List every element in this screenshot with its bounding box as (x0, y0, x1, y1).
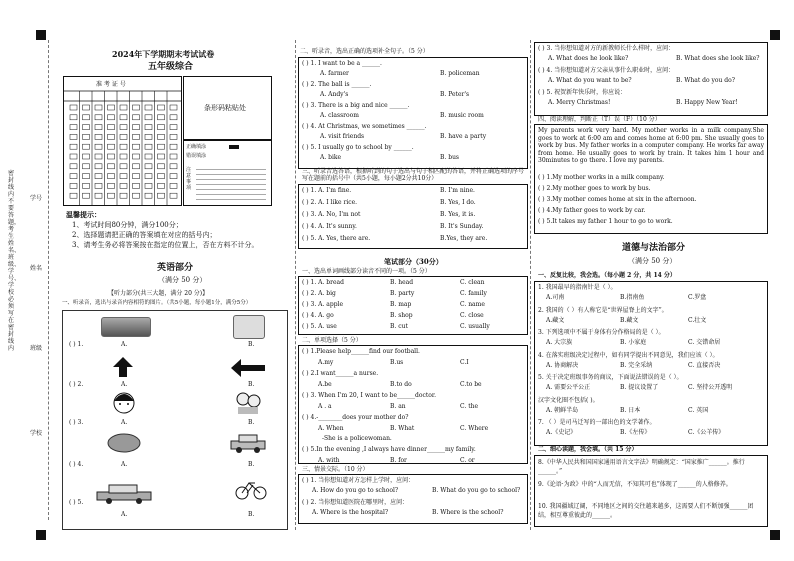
choice-option: C. Where (460, 425, 489, 432)
question-number: ( ) 5. (69, 499, 84, 506)
answer-bubble (170, 115, 177, 120)
choice-option: B.to do (390, 381, 412, 388)
option-b: B. (248, 511, 255, 518)
cassette-image (101, 317, 151, 337)
registration-mark (770, 530, 780, 540)
choice-option: B. 日本 (620, 406, 641, 414)
seal-line (48, 40, 49, 520)
answer-bubble (95, 164, 102, 169)
tips-heading: 温馨提示： (66, 210, 101, 219)
answer-bubble (83, 125, 90, 130)
notice-text-lines (196, 165, 266, 201)
option-a: A. farmer (320, 70, 349, 77)
question-text: ( ) 3. When I'm 20, I want to be______doctor. (302, 392, 436, 399)
choice-option: B.us (390, 359, 404, 366)
answer-bubble (108, 105, 115, 110)
option-b: B. I'm nine. (440, 187, 475, 194)
option-a: A. (121, 341, 128, 348)
fill-question: 8.《中华人民共和国国家通用语言文字法》明确规定：“国家推广______。推行______。” (538, 459, 745, 475)
choice-option: A.my (318, 359, 334, 366)
choice-option: C. or (460, 457, 475, 464)
answer-bubble (70, 115, 77, 120)
choice-option: A . a (318, 403, 332, 410)
choice-option: A.《史记》 (546, 429, 577, 436)
choice-option: B. 小家庭 (620, 339, 647, 346)
option-b: B. have a party (440, 133, 487, 140)
registration-mark (36, 30, 46, 40)
answer-bubble (83, 193, 90, 198)
question-text: ( ) 5. A. Yes, there are. (302, 235, 371, 242)
question-text: 5. 关于决定班级事务的商议，下面说法错误的是（ ）。 (538, 374, 683, 381)
question-text: ( ) 1. 当你想知道对方怎样上学时，应问： (302, 477, 415, 484)
answer-bubble (158, 164, 165, 169)
children-image (235, 391, 261, 415)
choice-option: C. 直接否决 (688, 361, 721, 369)
answer-bubble (108, 154, 115, 159)
fill-question: 10. 我国疆域辽阔，不同地区之间的交往越来越多，这需要人们不断加强______团结，相互尊重彼此的______。 (538, 503, 754, 519)
option-a: A. (121, 511, 128, 518)
answer-bubble (170, 134, 177, 139)
question-text: 1. 我国最早的指南针是（ ）。 (538, 284, 617, 291)
choice-option: A. 协商解决 (546, 361, 579, 369)
choice-option: A.be (318, 381, 332, 388)
answer-bubble (133, 183, 140, 188)
question-text: ( ) 5. I usually go to school by ______. (302, 144, 414, 151)
choice-option: B.藏文 (620, 316, 639, 324)
phonics-option: ( ) 5. A. use (302, 323, 337, 330)
listening-sec1: 一、听录音，选出与录音内容相符的图片。（共5小题，每小题1分，满分5分） (62, 300, 252, 306)
answer-bubble (95, 105, 102, 110)
answer-bubble (145, 144, 152, 149)
arrow-up-icon (113, 357, 133, 377)
option-a: A. Merry Christmas! (548, 99, 611, 106)
choice-option: C. 坚持公开透明 (688, 384, 733, 391)
answer-bubble (108, 115, 115, 120)
answer-bubble (70, 125, 77, 130)
option-b: B. policeman (440, 70, 480, 77)
answer-bubble (145, 193, 152, 198)
answer-bubble (133, 115, 140, 120)
secc-heading: 三、情景交际。（10 分） (302, 466, 369, 473)
answer-bubble (158, 174, 165, 179)
answer-bubble (108, 193, 115, 198)
option-b: B.Yes, they are. (440, 235, 488, 242)
computer-image (233, 315, 265, 339)
phonics-option: B. shop (390, 312, 413, 319)
fill-wrong-label: 错误填涂 (186, 153, 207, 159)
choice-option: C.《公羊传》 (688, 429, 725, 436)
answer-bubble (145, 115, 152, 120)
barcode-label: 条形码粘贴处 (204, 104, 246, 112)
tf-statement: ( ) 5.It takes my father 1 hour to go to work. (538, 218, 673, 225)
answer-bubble (95, 193, 102, 198)
question-text: 汉字文化圈不包括( )。 (538, 396, 599, 404)
answer-bubble (133, 164, 140, 169)
choice-option: A. 朝鲜半岛 (546, 406, 579, 414)
taxi-image (95, 483, 153, 505)
option-b: B. (248, 461, 255, 468)
fill-correct-label: 正确填涂 (186, 144, 207, 150)
secd-heading: 四、阅读理解，判断正（T）误（F）（10 分） (538, 116, 661, 123)
barcode-area (183, 76, 272, 140)
question-text: 4. 在落实班级决定过程中，如有同学提出不同意见，我们应该（ ）。 (538, 351, 719, 359)
side-note: 密封线内不要答题，考生姓名、班级、学号、学校必须写在密封线内 (8, 170, 21, 352)
english-score: （满分 50 分） (158, 276, 207, 284)
option-b: B. (248, 341, 255, 348)
option-b: B. (248, 419, 255, 426)
choice-option: A.司南 (546, 294, 565, 301)
tf-statement: ( ) 1.My mother works in a milk company. (538, 174, 665, 181)
arrow-left-icon (231, 359, 265, 377)
ticket-label: 准 考 证 号 (96, 81, 126, 88)
question-text: ( ) 4. A. It's sunny. (302, 223, 357, 230)
listening-heading: 【听力部分(共三大题，满分 20 分)】 (108, 290, 209, 297)
phonics-option: C. family (460, 290, 487, 297)
answer-bubble (120, 125, 127, 130)
morality-sec1: 一、反复比较，我会选。（每小题 2 分，共 14 分） (538, 272, 676, 279)
side-label-id: 学号 (30, 195, 43, 202)
answer-bubble (158, 115, 165, 120)
answer-bubble (120, 154, 127, 159)
answer-bubble (145, 183, 152, 188)
answer-bubble (83, 144, 90, 149)
answer-bubble (83, 105, 90, 110)
answer-bubble (170, 164, 177, 169)
answer-bubble (158, 193, 165, 198)
question-text: ( ) 4.-________does your mother do? (302, 414, 409, 421)
answer-bubble (95, 125, 102, 130)
answer-bubble (70, 193, 77, 198)
answer-bubble (145, 125, 152, 130)
option-a: A. What do you want to be? (548, 77, 632, 84)
option-a: A. How do you go to school? (312, 487, 399, 494)
answer-bubble (158, 125, 165, 130)
answer-bubble (95, 174, 102, 179)
answer-bubble (83, 174, 90, 179)
answer-bubble (70, 144, 77, 149)
phonics-option: ( ) 4. A. go (302, 312, 334, 319)
answer-bubble (158, 144, 165, 149)
answer-bubble (145, 174, 152, 179)
choice-option: C.I (460, 359, 469, 366)
choice-option: A. with (318, 457, 340, 464)
answer-bubble (133, 154, 140, 159)
option-b: B. Where is the school? (432, 509, 504, 516)
answer-bubble (108, 164, 115, 169)
choice-option: C. the (460, 403, 479, 410)
answer-bubble (145, 105, 152, 110)
tf-statement: ( ) 3.My mother comes home at six in the afternoon. (538, 196, 697, 203)
answer-bubble (108, 174, 115, 179)
question-number: ( ) 4. (69, 461, 84, 468)
question-number: ( ) 2. (69, 381, 84, 388)
question-text: ( ) 3. 当你想知道对方的新教师长什么样时，应问： (538, 45, 675, 52)
bicycle-image (235, 477, 267, 501)
choice-option: C. 英国 (688, 406, 709, 414)
choice-option: A. 大宗族 (546, 339, 573, 346)
option-b: B. Peter's (440, 91, 470, 98)
answer-bubble (170, 144, 177, 149)
answer-bubble (70, 183, 77, 188)
question-text: ( ) 4. 当你想知道对方父亲从事什么职业时，应问： (538, 67, 675, 74)
question-text: ( ) 3. There is a big and nice ______. (302, 102, 410, 109)
answer-bubble (83, 164, 90, 169)
side-label-class: 班级 (30, 345, 43, 352)
answer-bubble (83, 183, 90, 188)
answer-bubble (170, 174, 177, 179)
question-number: ( ) 3. (69, 419, 84, 426)
choice-option: C. 交错命居 (688, 339, 721, 346)
answer-bubble (120, 193, 127, 198)
phonics-option: C. usually (460, 323, 490, 330)
option-b: B. (248, 381, 255, 388)
answer-bubble (95, 144, 102, 149)
answer-bubble (70, 164, 77, 169)
option-a: A. classroom (320, 112, 359, 119)
answer-bubble (83, 154, 90, 159)
answer-bubble (70, 174, 77, 179)
phonics-option: ( ) 2. A. big (302, 290, 336, 297)
answer-bubble (95, 183, 102, 188)
choice-option: B. 完全采纳 (620, 361, 653, 369)
answer-bubble (70, 134, 77, 139)
answer-bubble (108, 125, 115, 130)
question-text: ( ) 5. 祝贺新年快乐时，你应说： (538, 89, 627, 96)
registration-mark (770, 30, 780, 40)
ball-image (107, 433, 141, 453)
question-text: ( ) 1. A. I'm fine. (302, 187, 352, 194)
answer-bubble (70, 154, 77, 159)
choice-option: A. When (318, 425, 344, 432)
seca-heading: 一、选出单词画线部分读音不同的一项。（5 分） (302, 268, 431, 275)
child-face-image (113, 391, 135, 415)
choice-option: B. What (390, 425, 415, 432)
answer-bubble (170, 193, 177, 198)
phonics-option: C. name (460, 301, 485, 308)
answer-bubble (133, 105, 140, 110)
phonics-option: B. map (390, 301, 412, 308)
answer-bubble (70, 105, 77, 110)
morality-heading: 道德与法治部分 (622, 243, 686, 253)
question-text: ( ) 4. At Christmas, we sometimes ______. (302, 123, 427, 130)
answer-bubble (120, 164, 127, 169)
tip-item: 3、请考生务必将答案按在指定的位置上，否在方料不计分。 (72, 241, 259, 249)
question-text: 2. 我国的（ ）有人称它是“世界屋脊上的文字”。 (538, 306, 668, 314)
choice-option: B. an (390, 403, 406, 410)
answer-bubble (120, 174, 127, 179)
sec3-heading: 三、听录音选答语，根据听到的句子选出与句子相匹配的答语，并将正确选项的序号写在题前的括号中（共5小题，每小题2分共10分） (302, 168, 525, 182)
option-b: B. bus (440, 154, 460, 161)
question-text: ( ) 2. 当你想知道医院在哪里时，应问： (302, 499, 409, 506)
tf-statement: ( ) 4.My father goes to work by car. (538, 207, 646, 214)
answer-bubble (83, 134, 90, 139)
option-b: B. Yes, it is. (440, 211, 476, 218)
exam-subtitle: 五年级综合 (148, 62, 194, 72)
phonics-option: ( ) 3. A. apple (302, 301, 344, 308)
notice-box (183, 140, 272, 206)
answer-bubble (120, 144, 127, 149)
morality-sec2: 二、细心读题，我会填。（共 15 分） (538, 446, 638, 453)
phonics-option: B. cut (390, 323, 408, 330)
answer-bubble (170, 183, 177, 188)
answer-bubble (170, 125, 177, 130)
answer-bubble (133, 144, 140, 149)
option-a: A. What does he look like? (548, 55, 629, 62)
question-text: 7. （ ）是司马迁写的一部出色的文学著作。 (538, 419, 656, 426)
answer-bubble (108, 134, 115, 139)
sec2-heading: 二、听录音，选出正确的选项补全句子。（5 分） (300, 48, 429, 55)
english-heading: 英语部分 (157, 263, 194, 273)
question-number: ( ) 1. (69, 341, 84, 348)
answer-bubble (158, 154, 165, 159)
option-a: A. Andy's (320, 91, 349, 98)
reading-passage: My parents work very hard. My mother works in a milk company.She goes to work at 6:00 am and comes home at 6:00 pm. She usually goes to work by bus. My father works in a computer company. He works far away from home. He usually goes to work by train. It takes him 1 hour and 30minutes to go there. I love my parents. (538, 127, 764, 165)
option-b: B. music room (440, 112, 484, 119)
fill-correct-sample (229, 145, 239, 149)
registration-mark (36, 530, 46, 540)
choice-option: C.罗盘 (688, 294, 707, 301)
choice-option: B. 提议设置了 (620, 384, 659, 391)
fill-question: 9.《论语·为政》中的“人而无信，不知其可也”体现了______的人格修养。 (538, 481, 732, 488)
choice-option: C.壮文 (688, 316, 707, 324)
question-text: ( ) 2. A. I like rice. (302, 199, 358, 206)
question-subtext: -She is a policewoman. (322, 435, 392, 442)
answer-bubble (158, 105, 165, 110)
option-a: A. visit friends (320, 133, 365, 140)
answer-bubble (133, 174, 140, 179)
phonics-option: C. close (460, 312, 484, 319)
notice-label: 注意事项 (186, 167, 192, 191)
choice-option: C.to be (460, 381, 482, 388)
morality-score: （满分 50 分） (628, 257, 677, 265)
tf-statement: ( ) 2.My mother goes to work by bus. (538, 185, 651, 192)
phonics-option: B. head (390, 279, 414, 286)
answer-bubble (158, 134, 165, 139)
written-heading: 笔试部分（30分） (384, 257, 443, 266)
option-b: B. What do you do? (676, 77, 735, 84)
question-text: ( ) 2. The ball is ______. (302, 81, 372, 88)
side-label-school: 学校 (30, 430, 43, 437)
option-a: A. bike (320, 154, 342, 161)
question-text: ( ) 3. A. No, I'm not (302, 211, 361, 218)
answer-bubble (95, 115, 102, 120)
question-text: ( ) 1.Please help______find our football. (302, 348, 420, 355)
option-a: A. (121, 419, 128, 426)
answer-bubble (133, 134, 140, 139)
phonics-option: B. party (390, 290, 415, 297)
option-a: A. (121, 461, 128, 468)
exam-title: 2024年下学期期末考试试卷 (112, 49, 215, 59)
option-b: B. What does she look like? (676, 55, 760, 62)
option-b: B. What do you go to school? (432, 487, 521, 494)
answer-bubble (120, 115, 127, 120)
question-text: ( ) 5.In the evening ,I always have dinner______my family. (302, 446, 476, 453)
ticket-number-grid (63, 76, 182, 206)
answer-bubble (145, 154, 152, 159)
answer-bubble (83, 115, 90, 120)
answer-bubble (133, 125, 140, 130)
choice-option: B. for (390, 457, 407, 464)
picture-question-area (62, 310, 288, 530)
question-text: ( ) 2.I want______a nurse. (302, 370, 379, 377)
answer-bubble (133, 193, 140, 198)
option-b: B. Yes, I do. (440, 199, 476, 206)
answer-bubble (108, 183, 115, 188)
option-b: B. It's Sunday. (440, 223, 484, 230)
choice-option: A. 需要公平公正 (546, 384, 591, 391)
answer-bubble (120, 183, 127, 188)
question-text: 3. 下列选项中不属于身体有分作格局的是（ ）。 (538, 329, 665, 336)
side-label-name: 姓名 (30, 265, 43, 272)
car-image (229, 433, 267, 453)
choice-option: B.指南鱼 (620, 294, 645, 301)
bubble-grid (64, 77, 181, 205)
tip-item: 2、选择题请把正确的答案填在对应的括号内； (72, 231, 217, 239)
column-divider (295, 40, 296, 530)
answer-bubble (120, 134, 127, 139)
answer-bubble (145, 134, 152, 139)
choice-option: A.藏文 (546, 316, 565, 324)
option-b: B. Happy New Year! (676, 99, 738, 106)
option-a: A. Where is the hospital? (312, 509, 389, 516)
answer-bubble (145, 164, 152, 169)
answer-bubble (120, 105, 127, 110)
choice-option: B.《左传》 (620, 429, 651, 436)
answer-bubble (95, 154, 102, 159)
answer-bubble (95, 134, 102, 139)
question-text: ( ) 1. I want to be a ______. (302, 60, 382, 67)
option-a: A. (121, 381, 128, 388)
tip-item: 1、考试时间80分钟，满分100分； (72, 221, 183, 229)
answer-bubble (170, 105, 177, 110)
phonics-option: C. clean (460, 279, 485, 286)
answer-bubble (108, 144, 115, 149)
phonics-option: ( ) 1. A. bread (302, 279, 344, 286)
column-divider (530, 40, 531, 530)
answer-bubble (158, 183, 165, 188)
answer-bubble (170, 154, 177, 159)
secb-heading: 二、单项选择（5 分） (302, 337, 362, 344)
